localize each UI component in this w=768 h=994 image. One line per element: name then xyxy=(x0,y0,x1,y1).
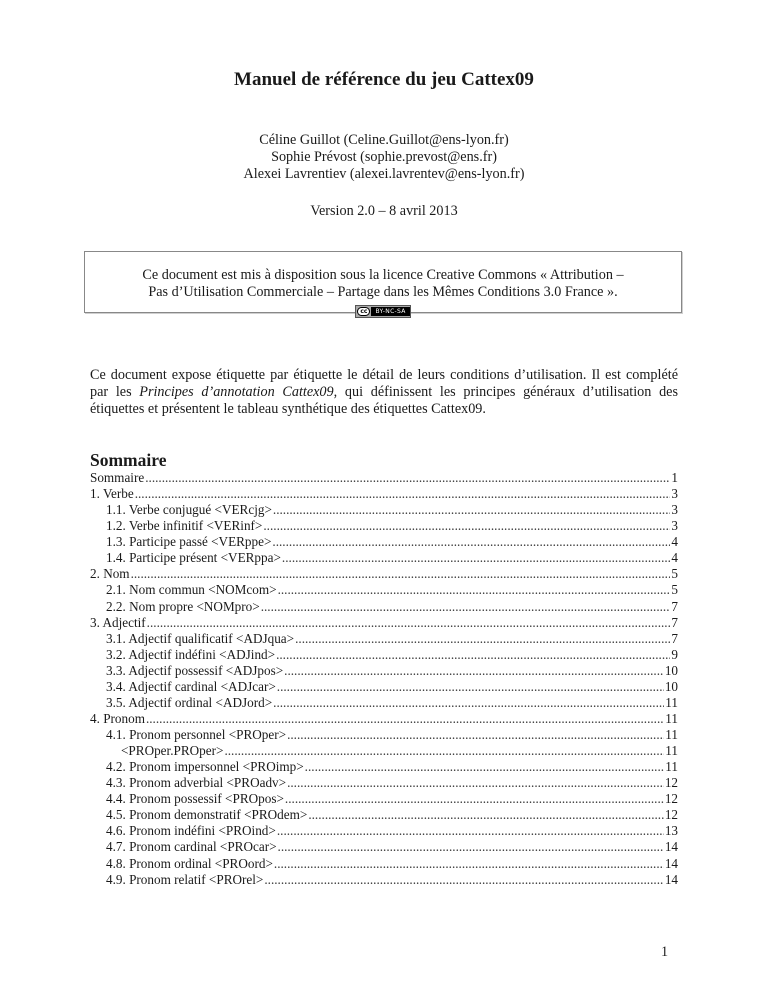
toc-entry-page-number[interactable]: 11 xyxy=(665,743,678,759)
toc-dot-leader xyxy=(272,534,670,550)
toc-entry[interactable] xyxy=(90,727,678,743)
license-text-line-1: Ce document est mis à disposition sous la licence Creative Commons « Attribution – xyxy=(142,267,624,283)
page-number: 1 xyxy=(661,944,669,960)
toc-entry-label[interactable]: 3. Adjectif xyxy=(90,614,146,630)
toc-entry[interactable] xyxy=(90,631,678,647)
toc-entry-label[interactable]: 3.3. Adjectif possessif <ADJpos> xyxy=(106,662,284,678)
toc-entry[interactable] xyxy=(90,823,678,839)
toc-entry-page-number[interactable]: 4 xyxy=(671,534,678,550)
toc-entry[interactable] xyxy=(90,470,678,486)
toc-entry[interactable] xyxy=(90,566,678,582)
toc-entry-label[interactable]: 1.3. Participe passé <VERppe> xyxy=(106,534,272,550)
toc-entry-page-number[interactable]: 14 xyxy=(664,855,678,871)
toc-entry[interactable] xyxy=(90,663,678,679)
toc-dot-leader xyxy=(282,550,670,566)
toc-dot-leader xyxy=(274,856,664,872)
author-line: Céline Guillot (Celine.Guillot@ens-lyon.fr) xyxy=(259,132,509,148)
toc-entry-label[interactable]: 4.3. Pronom adverbial <PROadv> xyxy=(106,775,287,791)
toc-entry-page-number[interactable]: 12 xyxy=(664,807,678,823)
toc-entry-label[interactable]: 2.2. Nom propre <NOMpro> xyxy=(106,598,260,614)
author-line: Sophie Prévost (sophie.prevost@ens.fr) xyxy=(271,149,497,165)
toc-entry-page-number[interactable]: 7 xyxy=(671,614,678,630)
toc-entry-label[interactable]: 1.4. Participe présent <VERppa> xyxy=(106,550,281,566)
toc-entry[interactable] xyxy=(90,550,678,566)
toc-entry-label[interactable]: 4.4. Pronom possessif <PROpos> xyxy=(106,791,284,807)
toc-entry-label[interactable]: 3.1. Adjectif qualificatif <ADJqua> xyxy=(106,630,295,646)
author-line: Alexei Lavrentiev (alexei.lavrentev@ens-lyon.fr) xyxy=(243,166,525,182)
toc-entry-page-number[interactable]: 7 xyxy=(671,630,678,646)
toc-entry[interactable] xyxy=(90,807,678,823)
toc-dot-leader xyxy=(277,823,664,839)
toc-entry-page-number[interactable]: 10 xyxy=(664,662,678,678)
toc-entry-page-number[interactable]: 11 xyxy=(665,694,678,710)
toc-entry[interactable] xyxy=(90,679,678,695)
toc-entry-page-number[interactable]: 14 xyxy=(664,839,678,855)
toc-entry-label[interactable]: Sommaire xyxy=(90,470,145,485)
toc-dot-leader xyxy=(278,582,671,598)
document-title: Manuel de référence du jeu Cattex09 xyxy=(234,69,534,90)
toc-dot-leader xyxy=(287,775,664,791)
toc-entry-page-number[interactable]: 10 xyxy=(664,678,678,694)
toc-entry-page-number[interactable]: 14 xyxy=(664,871,678,887)
toc-entry-page-number[interactable]: 5 xyxy=(671,582,678,598)
toc-dot-leader xyxy=(305,759,665,775)
toc-dot-leader xyxy=(277,679,664,695)
toc-dot-leader xyxy=(308,807,663,823)
toc-entry-label[interactable]: 4.9. Pronom relatif <PROrel> xyxy=(106,871,264,887)
toc-dot-leader xyxy=(273,502,671,518)
toc-entry-label[interactable]: 4.2. Pronom impersonnel <PROimp> xyxy=(106,759,304,775)
version-date: Version 2.0 – 8 avril 2013 xyxy=(310,203,458,219)
toc-entry[interactable] xyxy=(90,759,678,775)
toc-entry[interactable] xyxy=(90,582,678,598)
toc-entry-page-number[interactable]: 3 xyxy=(671,502,678,518)
toc-entry-page-number[interactable]: 3 xyxy=(671,518,678,534)
toc-dot-leader xyxy=(131,566,671,582)
toc-entry[interactable] xyxy=(90,599,678,615)
toc-dot-leader xyxy=(287,727,664,743)
toc-entry-page-number[interactable]: 12 xyxy=(664,775,678,791)
toc-dot-leader xyxy=(147,615,671,631)
toc-dot-leader xyxy=(295,631,670,647)
toc-entry-label[interactable]: <PROper.PROper> xyxy=(121,743,224,759)
license-notice-box xyxy=(84,251,682,313)
toc-entry-page-number[interactable]: 1 xyxy=(671,470,678,485)
toc-dot-leader xyxy=(284,663,664,679)
intro-text: , qui définissent les principes généraux d’utilisation des étiquettes et présentent le tableau synthétique des étiquettes Cattex09. xyxy=(90,384,678,417)
toc-entry-label[interactable]: 3.5. Adjectif ordinal <ADJord> xyxy=(106,694,273,710)
toc-entry[interactable] xyxy=(90,695,678,711)
table-of-contents xyxy=(90,470,678,888)
cc-logo-icon: cc xyxy=(357,307,370,316)
toc-entry-label[interactable]: 3.2. Adjectif indéfini <ADJind> xyxy=(106,646,276,662)
creative-commons-badge-icon[interactable] xyxy=(355,305,410,318)
cc-license-terms: BY-NC-SA xyxy=(371,307,409,316)
toc-entry-label[interactable]: 1.2. Verbe infinitif <VERinf> xyxy=(106,518,263,534)
toc-entry-label[interactable]: 2.1. Nom commun <NOMcom> xyxy=(106,582,277,598)
toc-dot-leader xyxy=(263,518,670,534)
toc-entry[interactable] xyxy=(90,872,678,888)
toc-dot-leader xyxy=(264,872,663,888)
toc-entry-page-number[interactable]: 11 xyxy=(665,759,678,775)
toc-dot-leader xyxy=(146,711,664,727)
toc-entry[interactable] xyxy=(90,534,678,550)
toc-entry-page-number[interactable]: 5 xyxy=(671,566,678,582)
toc-entry-label[interactable]: 4.8. Pronom ordinal <PROord> xyxy=(106,855,273,871)
toc-entry[interactable] xyxy=(90,615,678,631)
author-list xyxy=(0,132,768,183)
toc-entry-page-number[interactable]: 11 xyxy=(665,710,678,726)
toc-entry[interactable] xyxy=(90,839,678,855)
toc-dot-leader xyxy=(135,486,671,502)
toc-heading: Sommaire xyxy=(90,450,167,470)
intro-paragraph xyxy=(90,367,678,418)
toc-dot-leader xyxy=(224,743,664,759)
license-text-line-2: Pas d’Utilisation Commerciale – Partage dans les Mêmes Conditions 3.0 France ». xyxy=(148,284,618,300)
toc-entry-label[interactable]: 4.7. Pronom cardinal <PROcar> xyxy=(106,839,277,855)
toc-entry[interactable] xyxy=(90,486,678,502)
toc-entry-page-number[interactable]: 13 xyxy=(664,823,678,839)
intro-referenced-title: Principes d’annotation Cattex09 xyxy=(139,384,334,400)
toc-entry-page-number[interactable]: 12 xyxy=(664,791,678,807)
toc-entry-label[interactable]: 4. Pronom xyxy=(90,710,145,726)
toc-entry-label[interactable]: 3.4. Adjectif cardinal <ADJcar> xyxy=(106,678,276,694)
toc-entry-label[interactable]: 4.5. Pronom demonstratif <PROdem> xyxy=(106,807,308,823)
toc-entry-page-number[interactable]: 7 xyxy=(671,598,678,614)
toc-entry-label[interactable]: 4.1. Pronom personnel <PROper> xyxy=(106,727,287,742)
toc-entry-label[interactable]: 1.1. Verbe conjugué <VERcjg> xyxy=(106,502,272,518)
toc-entry[interactable] xyxy=(90,711,678,727)
toc-entry-label[interactable]: 4.6. Pronom indéfini <PROind> xyxy=(106,823,276,839)
toc-dot-leader xyxy=(285,791,664,807)
toc-dot-leader xyxy=(273,695,664,711)
toc-entry-page-number[interactable]: 4 xyxy=(671,550,678,566)
toc-dot-leader xyxy=(145,470,670,486)
toc-entry-page-number[interactable]: 11 xyxy=(665,727,678,742)
toc-entry[interactable] xyxy=(90,743,678,759)
intro-text: Ce document expose étiquette par étiquette le détail de leurs conditions d’utilisation. Il est complété par les xyxy=(90,367,678,400)
toc-entry[interactable] xyxy=(90,775,678,791)
toc-entry[interactable] xyxy=(90,647,678,663)
toc-entry-page-number[interactable]: 9 xyxy=(671,646,678,662)
toc-entry[interactable] xyxy=(90,518,678,534)
toc-entry[interactable] xyxy=(90,791,678,807)
toc-dot-leader xyxy=(261,599,671,615)
toc-dot-leader xyxy=(276,647,670,663)
toc-entry[interactable] xyxy=(90,502,678,518)
toc-entry-label[interactable]: 1. Verbe xyxy=(90,486,134,502)
toc-entry-label[interactable]: 2. Nom xyxy=(90,566,130,582)
toc-entry-page-number[interactable]: 3 xyxy=(671,486,678,502)
toc-dot-leader xyxy=(278,839,664,855)
toc-entry[interactable] xyxy=(90,856,678,872)
